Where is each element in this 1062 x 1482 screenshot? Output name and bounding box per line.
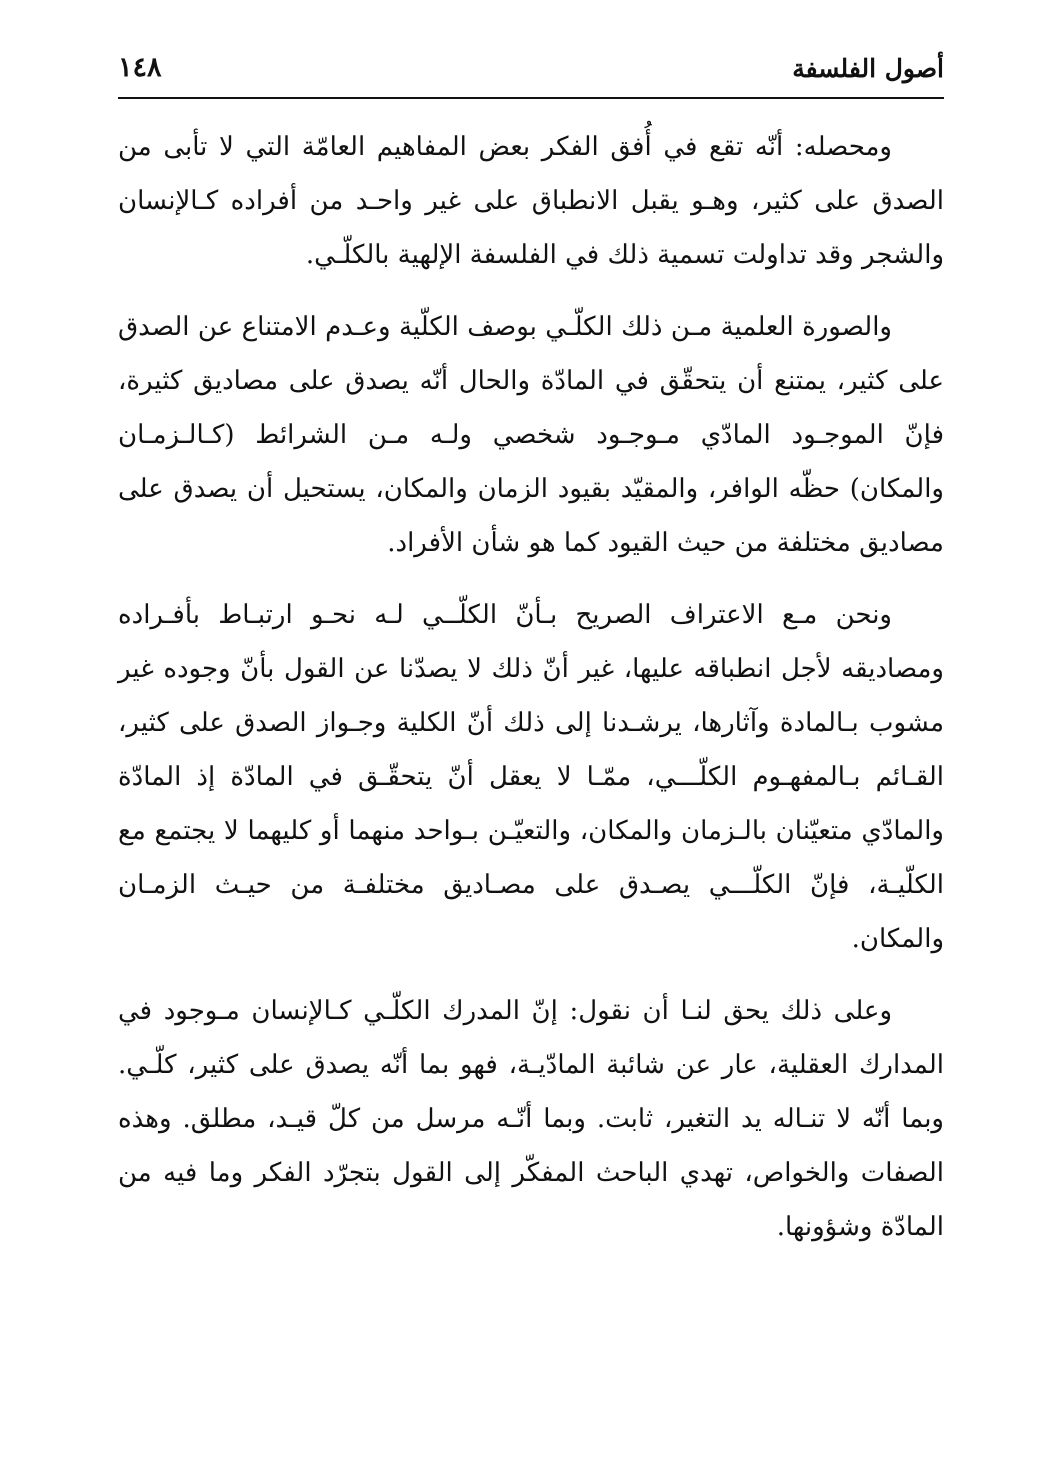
header-divider [118, 97, 944, 99]
body-text [118, 120, 944, 1272]
paragraph-1: ومحصله: أنّه تقع في أُفق الفكر بعض المفاهيم العامّة التي لا تأبى من الصدق على كثير، وهـو يقبل الانطباق على غير واحـد من أفراده كـالإنسان والشجر وقد تداولت تسمية ذلك في الفلسفة الإلهية بالكلّـي. [118, 132, 944, 270]
paragraph-3: ونحن مـع الاعتراف الصريح بـأنّ الكلّــي لـه نحـو ارتبـاط بأفـراده ومصاديقه لأجل انطباقه عليها، غير أنّ ذلك لا يصدّنا عن القول بأنّ وجوده غير مشوب بـالمادة وآثارها، يرشـدنا إلى ذلك أنّ الكلية وجـواز الصدق على كثير، القـائم بـالمفهـوم الكلّـــي، ممّـا لا يعقل أنّ يتحقّـق في المادّة إذ المادّة والمادّي متعيّنان بالـزمان والمكان، والتعيّـن بـواحد منهما أو كليهما لا يجتمع مع الكلّيـة، فإنّ الكلّـــي يصـدق على مصـاديق مختلفـة من حيـث الزمـان والمكان. [118, 600, 944, 954]
page-number: ١٤٨ [118, 52, 162, 83]
book-title: أصول الفلسفة [792, 54, 944, 83]
paragraph-4: وعلى ذلك يحق لنـا أن نقول: إنّ المدرك الكلّـي كـالإنسان مـوجود في المدارك العقلية، عار عن شائبة المادّيـة، فهو بما أنّه يصدق على كثير، كلّـي. وبما أنّه لا تنـاله يد التغير، ثابت. وبما أنّـه مرسل من كلّ قيـد، مطلق. وهذه الصفات والخواص، تهدي الباحث المفكّر إلى القول بتجرّد الفكر وما فيه من المادّة وشؤونها. [118, 996, 944, 1242]
running-header [118, 52, 944, 92]
paragraph-2: والصورة العلمية مـن ذلك الكلّـي بوصف الكلّية وعـدم الامتناع عن الصدق على كثير، يمتنع أن يتحقّق في المادّة والحال أنّه يصدق على مصاديق كثيرة، فإنّ الموجـود المادّي مـوجـود شخصي ولـه مـن الشرائط (كـالـزمـان والمكان) حظّه الوافر، والمقيّد بقيود الزمان والمكان، يستحيل أن يصدق على مصاديق مختلفة من حيث القيود كما هو شأن الأفراد. [118, 312, 944, 558]
